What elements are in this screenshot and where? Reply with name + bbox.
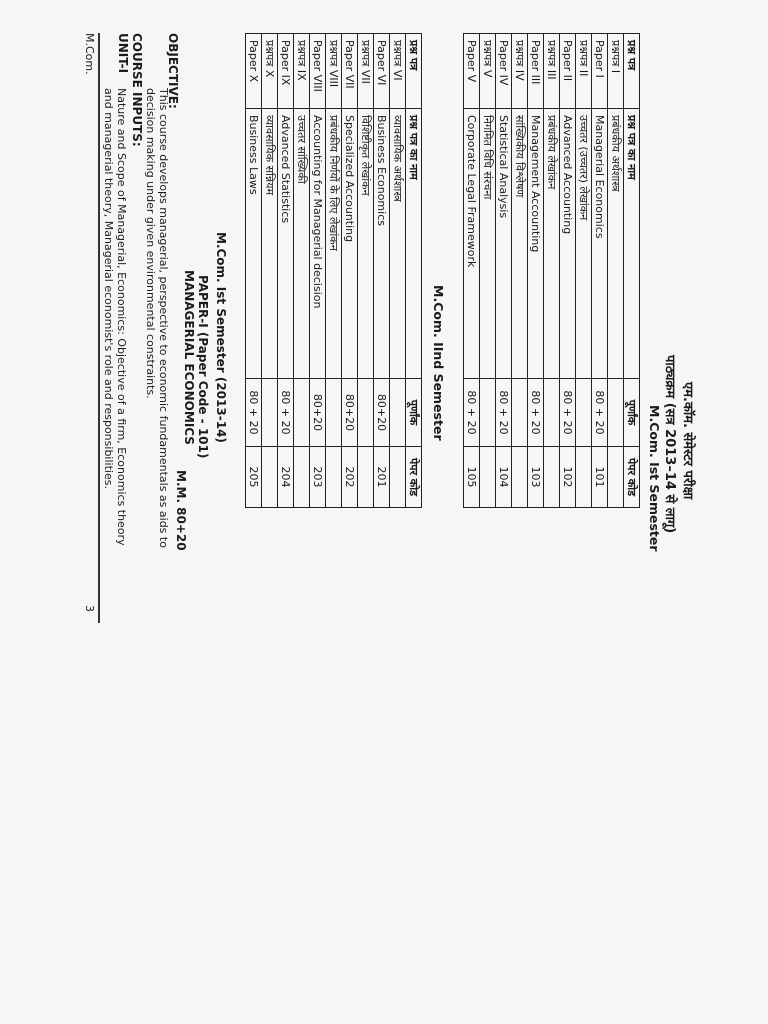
- cell-marks: [358, 379, 374, 447]
- cell-marks: 80+20: [342, 379, 358, 447]
- objective-label: OBJECTIVE:: [166, 33, 180, 109]
- table-row: [544, 34, 560, 508]
- semester-2-table-body: [246, 34, 422, 508]
- cell-marks: [262, 379, 278, 447]
- cell-marks: 80 + 20: [592, 379, 608, 447]
- cell-paper: प्रश्नपत्र VI: [390, 34, 406, 109]
- cell-marks: [480, 379, 496, 447]
- cell-paper: Paper VII: [342, 34, 358, 109]
- table-row: [374, 34, 390, 508]
- column-header: पूर्णांक: [406, 379, 422, 447]
- cell-name: प्रबंधकीय अर्थशास्त्र: [608, 109, 624, 379]
- cell-name: Corporate Legal Framework: [464, 109, 480, 379]
- cell-name: निगमित विधि संरचना: [480, 109, 496, 379]
- cell-paper: प्रश्नपत्र IV: [512, 34, 528, 109]
- table-row: [560, 34, 576, 508]
- cell-marks: [512, 379, 528, 447]
- column-header: प्रश्न पत्र का नाम: [406, 109, 422, 379]
- cell-code: 105: [464, 447, 480, 508]
- semester-2-heading: M.Com. IInd Semester: [431, 285, 446, 441]
- cell-marks: 80+20: [374, 379, 390, 447]
- table-row: [342, 34, 358, 508]
- unit-1-text-line-1: Nature and Scope of Managerial, Economics: Objective of a firm, Economics theory: [115, 88, 128, 546]
- table-row: [294, 34, 310, 508]
- document-title-hindi: एम.कॉम. सेमेस्टर परीक्षा: [680, 382, 695, 500]
- objective-text-line-1: This course develops managerial, perspective to economic fundamentals as aids to: [157, 88, 170, 548]
- cell-name: Business Laws: [246, 109, 262, 379]
- table-row: [528, 34, 544, 508]
- cell-code: 201: [374, 447, 390, 508]
- cell-marks: 80 + 20: [528, 379, 544, 447]
- cell-code: [390, 447, 406, 508]
- cell-paper: प्रश्नपत्र VII: [358, 34, 374, 109]
- cell-paper: Paper I: [592, 34, 608, 109]
- column-header: प्रश्न पत्र का नाम: [624, 109, 640, 379]
- cell-marks: [544, 379, 560, 447]
- table-row: [262, 34, 278, 508]
- cell-paper: प्रश्नपत्र III: [544, 34, 560, 109]
- cell-name: Business Economics: [374, 109, 390, 379]
- page-number: 3: [83, 605, 96, 612]
- cell-paper: Paper III: [528, 34, 544, 109]
- column-header: पूर्णांक: [624, 379, 640, 447]
- table-row: [480, 34, 496, 508]
- cell-code: [608, 447, 624, 508]
- cell-name: Management Accounting: [528, 109, 544, 379]
- cell-paper: Paper VI: [374, 34, 390, 109]
- cell-paper: Paper V: [464, 34, 480, 109]
- unit-1-text-line-2: and managerial theory, Managerial economist's role and responsibilities.: [102, 88, 115, 489]
- cell-code: [576, 447, 592, 508]
- table-row: [310, 34, 326, 508]
- cell-code: 102: [560, 447, 576, 508]
- cell-code: 101: [592, 447, 608, 508]
- cell-name: Accounting for Managerial decision: [310, 109, 326, 379]
- cell-paper: Paper IX: [278, 34, 294, 109]
- cell-marks: [608, 379, 624, 447]
- table-row: [608, 34, 624, 508]
- cell-paper: प्रश्नपत्र II: [576, 34, 592, 109]
- cell-name: Managerial Economics: [592, 109, 608, 379]
- column-header: पेपर कोड: [624, 447, 640, 508]
- cell-paper: Paper IV: [496, 34, 512, 109]
- cell-marks: 80 + 20: [496, 379, 512, 447]
- cell-marks: [390, 379, 406, 447]
- unit-1-label: UNIT-I: [116, 33, 130, 74]
- table-row: [592, 34, 608, 508]
- table-row: [278, 34, 294, 508]
- cell-paper: प्रश्नपत्र V: [480, 34, 496, 109]
- column-header: पेपर कोड: [406, 447, 422, 508]
- cell-code: [294, 447, 310, 508]
- cell-marks: 80 + 20: [278, 379, 294, 447]
- paper1-name: MANAGERIAL ECONOMICS: [182, 270, 196, 445]
- cell-code: 202: [342, 447, 358, 508]
- cell-marks: [576, 379, 592, 447]
- table-row: [326, 34, 342, 508]
- cell-name: Specialized Accounting: [342, 109, 358, 379]
- table-row: [576, 34, 592, 508]
- cell-marks: 80+20: [310, 379, 326, 447]
- cell-name: Statistical Analysis: [496, 109, 512, 379]
- cell-name: सांख्यिकीय विश्लेषण: [512, 109, 528, 379]
- table-header-row: [406, 34, 422, 508]
- semester-1-papers-table: [463, 33, 640, 508]
- cell-code: [262, 447, 278, 508]
- objective-text-line-2: decision making under given environmental constraints.: [144, 88, 157, 399]
- cell-paper: Paper VIII: [310, 34, 326, 109]
- table-row: [390, 34, 406, 508]
- cell-name: Advanced Statistics: [278, 109, 294, 379]
- table-row: [358, 34, 374, 508]
- cell-code: [358, 447, 374, 508]
- column-header: प्रश्न पत्र: [406, 34, 422, 109]
- table-row: [246, 34, 262, 508]
- cell-paper: Paper X: [246, 34, 262, 109]
- cell-name: व्यावसायिक अर्थशास्त्र: [390, 109, 406, 379]
- cell-marks: [326, 379, 342, 447]
- document-subtitle-hindi: पाठ्यक्रम (सत्र 2013–14 से लागू): [662, 355, 677, 534]
- table-header-row: [624, 34, 640, 508]
- paper1-max-marks: M.M. 80+20: [174, 470, 188, 551]
- cell-code: 205: [246, 447, 262, 508]
- cell-code: [480, 447, 496, 508]
- cell-code: [544, 447, 560, 508]
- cell-marks: [294, 379, 310, 447]
- cell-paper: प्रश्नपत्र IX: [294, 34, 310, 109]
- cell-name: उच्चतर (उच्चतर) लेखांकन: [576, 109, 592, 379]
- cell-paper: प्रश्नपत्र VIII: [326, 34, 342, 109]
- cell-paper: प्रश्नपत्र I: [608, 34, 624, 109]
- cell-code: 104: [496, 447, 512, 508]
- course-inputs-label: COURSE INPUTS:: [130, 33, 144, 147]
- cell-code: 204: [278, 447, 294, 508]
- cell-marks: 80 + 20: [246, 379, 262, 447]
- semester-1-heading: M.Com. Ist Semester: [647, 405, 662, 552]
- footer-rule: [98, 33, 100, 623]
- paper1-code-title: PAPER-I (Paper Code - 101): [196, 275, 210, 459]
- cell-marks: 80 + 20: [560, 379, 576, 447]
- table-row: [512, 34, 528, 508]
- paper1-semester-title: M.Com. Ist Semester (2013-14): [214, 232, 228, 443]
- cell-name: प्रबंधकीय लेखांकन: [544, 109, 560, 379]
- cell-paper: प्रश्नपत्र X: [262, 34, 278, 109]
- cell-name: व्यावसायिक सन्नियम: [262, 109, 278, 379]
- cell-paper: Paper II: [560, 34, 576, 109]
- cell-name: Advanced Accounting: [560, 109, 576, 379]
- cell-name: प्रबंधकीय निर्णयों के लिए लेखांकन: [326, 109, 342, 379]
- footer-left-text: M.Com.: [83, 33, 96, 75]
- column-header: प्रश्न पत्र: [624, 34, 640, 109]
- cell-name: विशिष्टीकृत लेखांकन: [358, 109, 374, 379]
- cell-code: 203: [310, 447, 326, 508]
- cell-code: [512, 447, 528, 508]
- cell-name: उच्चतर सांख्यिकी: [294, 109, 310, 379]
- table-row: [496, 34, 512, 508]
- cell-marks: 80 + 20: [464, 379, 480, 447]
- cell-code: 103: [528, 447, 544, 508]
- semester-2-papers-table: [245, 33, 422, 508]
- table-row: [464, 34, 480, 508]
- semester-1-table-body: [464, 34, 640, 508]
- cell-code: [326, 447, 342, 508]
